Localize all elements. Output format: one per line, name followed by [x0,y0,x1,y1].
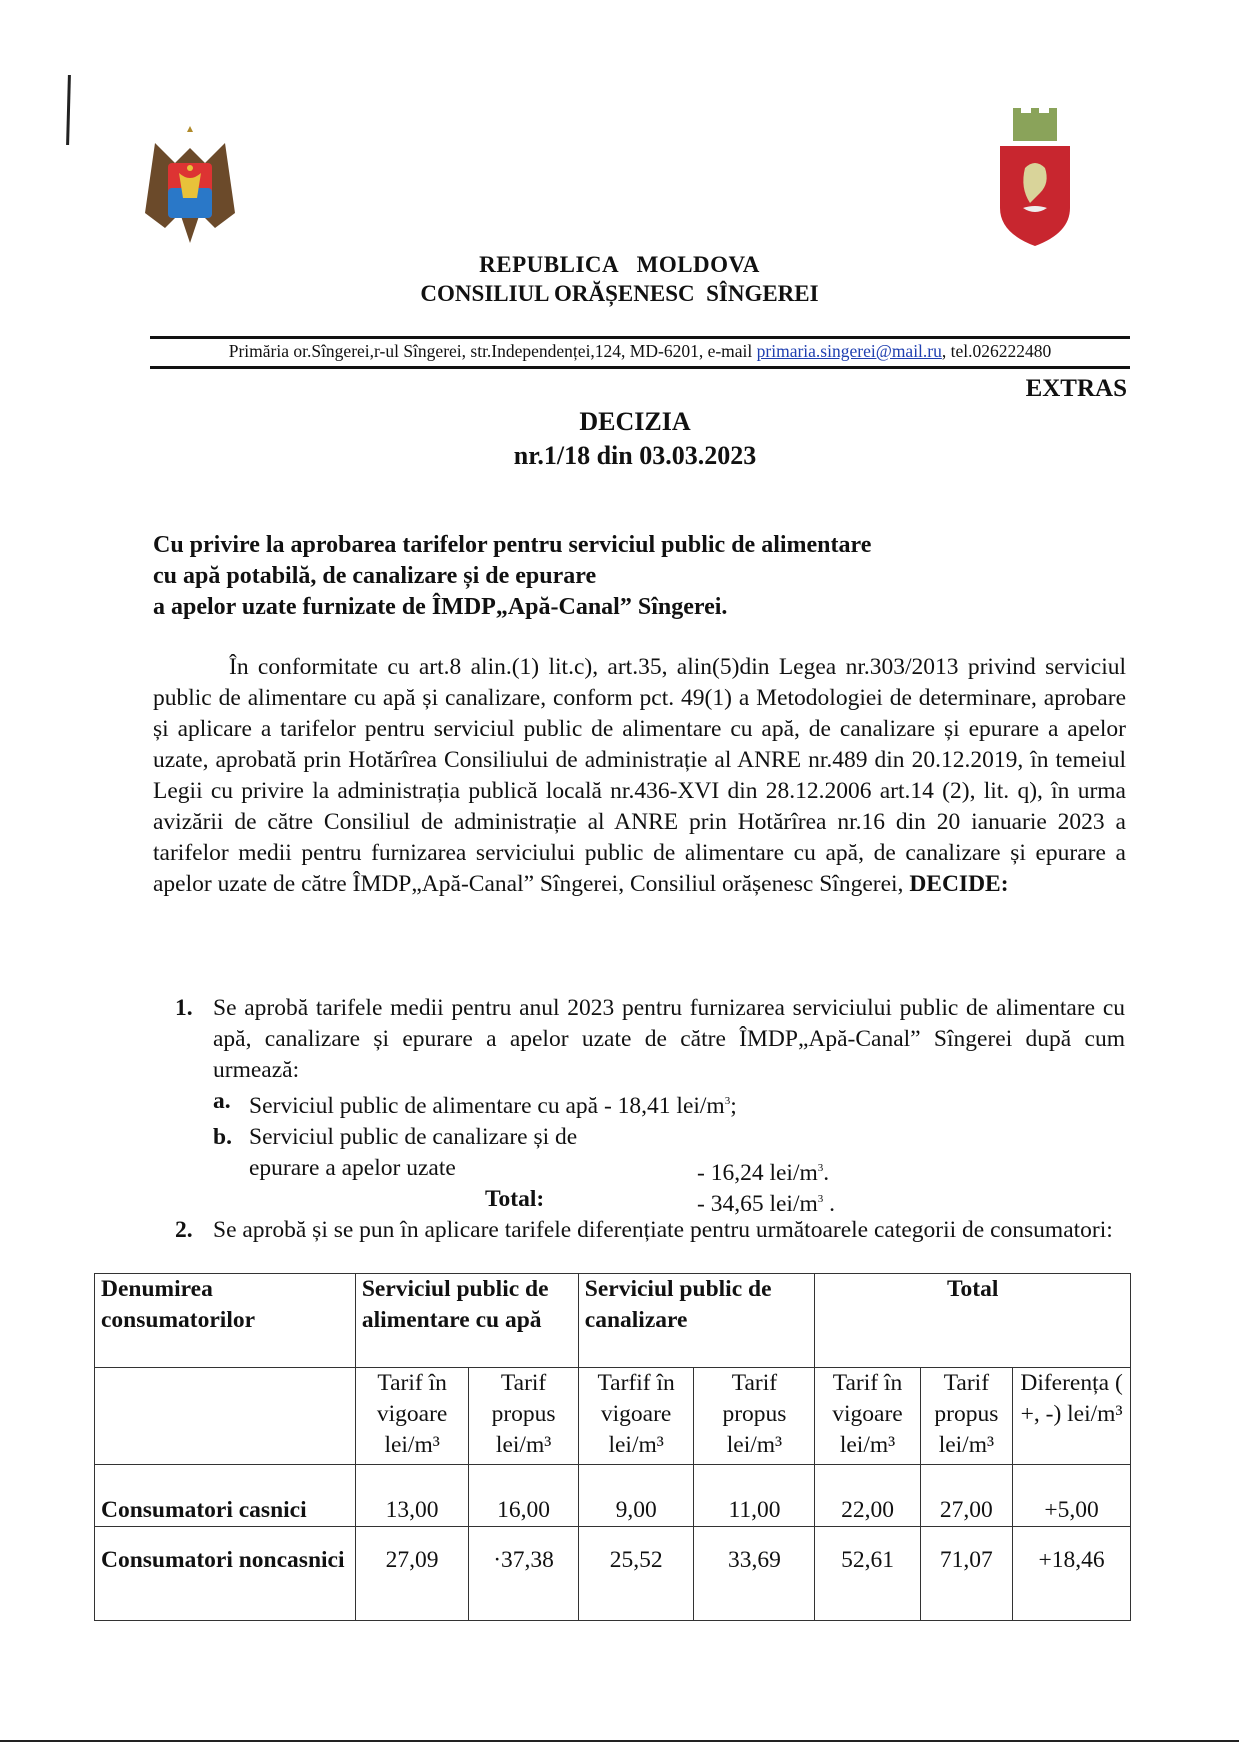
moldova-coat-of-arms-icon [135,118,245,248]
table-row [95,1465,1131,1527]
subject-line: cu apă potabilă, de canalizare și de epurare [153,563,597,589]
row-consumer-name: Consumatori casnici [95,1465,356,1527]
cell-sewer-current: 25,52 [578,1527,694,1621]
tariffs-table [94,1273,1131,1621]
item-number: 1. [175,995,193,1021]
cell-total-proposed: 27,00 [920,1465,1013,1527]
extras-label: EXTRAS [1025,375,1127,402]
cell-total-difference: +5,00 [1013,1465,1131,1527]
subitem-b-row [249,1153,1125,1184]
country-heading: REPUBLICA MOLDOVA [479,252,760,277]
decision-item-2 [175,1215,1125,1246]
table-header-row [95,1274,1131,1368]
cell-water-current: 27,09 [355,1527,469,1621]
subheader-total-current: Tarif în vigoare lei/m³ [815,1368,920,1465]
row-consumer-name: Consumatori noncasnici [95,1527,356,1621]
council-heading: CONSILIUL ORĂȘENESC SÎNGEREI [420,281,819,306]
decision-items [175,993,1125,1246]
subheader-water-current: Tarif în vigoare lei/m³ [355,1368,469,1465]
cell-sewer-proposed: 33,69 [694,1527,815,1621]
preamble-paragraph [153,652,1126,900]
table-row [95,1527,1131,1621]
item-text: Se aprobă și se pun în aplicare tarifele diferențiate pentru următoarele categorii de consumatori: [213,1217,1113,1243]
item-text: Se aprobă tarifele medii pentru anul 2023 pentru furnizarea serviciului public de alimentare cu apă, canalizare și epurare a apelor uzate de către ÎMDP„Apă-Canal” Sîngerei după cum urmează: [213,995,1125,1083]
email-link[interactable]: primaria.singerei@mail.ru [756,341,942,361]
cell-total-current: 22,00 [815,1465,920,1527]
page-bottom-edge [0,1740,1239,1742]
subitem-a-text: Serviciul public de alimentare cu apă - 18,41 lei/m [249,1093,725,1119]
address-suffix: , tel.026222480 [941,341,1052,361]
cell-total-proposed: 71,07 [920,1527,1013,1621]
cell-total-difference: +18,46 [1013,1527,1131,1621]
cube-superscript: 3 [817,1193,824,1205]
empty-cell [95,1368,356,1465]
subheader-water-proposed: Tarif propus lei/m³ [469,1368,578,1465]
header-water-service: Serviciul public de alimentare cu apă [355,1274,578,1368]
subheader-total-difference: Diferența ( +, -) lei/m³ [1013,1368,1131,1465]
subject-line: a apelor uzate furnizate de ÎMDP„Apă-Canal” Sîngerei. [153,594,728,620]
subitem-letter: b. [213,1124,232,1150]
subitem-b [213,1122,1125,1184]
singerei-coat-of-arms-icon [995,108,1075,248]
address-prefix: Primăria or.Sîngerei,r-ul Sîngerei, str.Independenței,124, MD-6201, e-mail [228,341,757,361]
decide-label: DECIDE: [909,871,1009,897]
header-consumers: Denumirea consumatorilor [95,1274,356,1368]
subitem-b-text2: epurare a apelor uzate [249,1155,456,1181]
value: - 16,24 lei/m [697,1160,818,1186]
header-total: Total [815,1274,1131,1368]
punct: . [823,1160,830,1186]
decision-subject [153,530,871,623]
document-number: nr.1/18 din 03.03.2023 [513,441,757,470]
table-subheader-row [95,1368,1131,1465]
subheader-sewer-current: Tarfif în vigoare lei/m³ [578,1368,694,1465]
subject-line: Cu privire la aprobarea tarifelor pentru serviciul public de alimentare [153,532,872,558]
value: - 34,65 lei/m [697,1191,818,1217]
item-number: 2. [175,1217,193,1243]
cell-sewer-proposed: 11,00 [694,1465,815,1527]
punct: . [823,1191,835,1217]
cell-water-proposed: 16,00 [469,1465,578,1527]
subitem-letter: a. [213,1088,231,1114]
header-rule-top [150,336,1130,339]
total-label: Total: [485,1186,545,1212]
subheader-sewer-proposed: Tarif propus lei/m³ [694,1368,815,1465]
preamble-text: În conformitate cu art.8 alin.(1) lit.c), art.35, alin(5)din Legea nr.303/2013 privind serviciul public de alimentare cu apă și canalizare, conform pct. 49(1) a Metodologiei de determinare, aprobare și aplicare a tarifelor pentru serviciul public de alimentare cu apă, de canalizare și epurare a apelor uzate, aprobată prin Hotărîrea Consiliului de administrație al ANRE nr.489 din 20.12.2019, în temeiul Legii cu privire la administrația publică locală nr.436-XVI din 28.12.2006 art.14 (2), lit. q), în urma avizării de către Consiliul de administrație al ANRE prin Hotărîrea nr.16 din 20 ianuarie 2023 a tarifelor medii pentru furnizarea serviciului public de alimentare cu apă, de canalizare și epurare a apelor uzate de către ÎMDP„Apă-Canal” Sîngerei, Consiliul orășenesc Sîngerei, [153,654,1126,897]
cube-superscript: 3 [817,1162,824,1174]
cube-superscript: 3 [724,1095,731,1107]
header-rule-bottom [150,366,1130,369]
cell-total-current: 52,61 [815,1527,920,1621]
address-line [150,341,1130,362]
cell-water-proposed: ·37,38 [469,1527,578,1621]
subitem-b-text: Serviciul public de canalizare și de [249,1124,578,1150]
margin-mark [66,75,71,145]
total-row [213,1184,1125,1215]
subheader-total-proposed: Tarif propus lei/m³ [920,1368,1013,1465]
decision-item-1 [175,993,1125,1215]
cell-water-current: 13,00 [355,1465,469,1527]
document-type: DECIZIA [579,407,691,436]
punct: ; [730,1093,737,1119]
subitem-a [213,1086,1125,1122]
cell-sewer-current: 9,00 [578,1465,694,1527]
header-sewer-service: Serviciul public de canalizare [578,1274,815,1368]
